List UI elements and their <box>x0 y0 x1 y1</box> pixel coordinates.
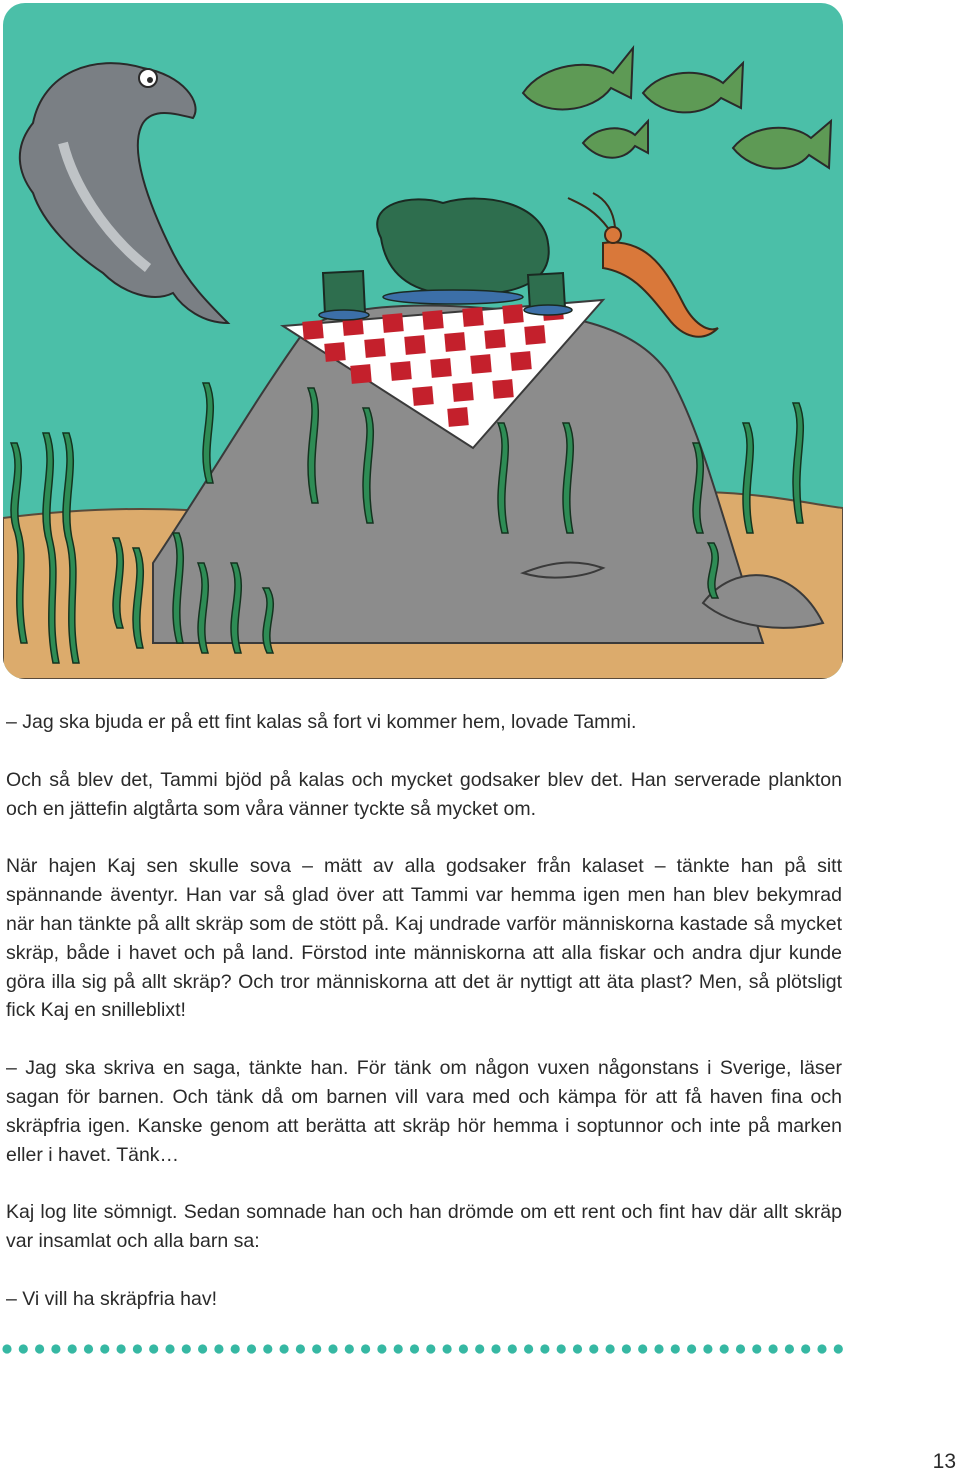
divider-dot <box>19 1344 28 1353</box>
divider-dot <box>834 1344 843 1353</box>
divider-dot <box>377 1344 386 1353</box>
divider-dot <box>736 1344 745 1353</box>
divider-dot <box>491 1344 500 1353</box>
story-paragraph: Och så blev det, Tammi bjöd på kalas och mycket godsaker blev det. Han serverade plankton och en jättefin algtårta som våra vänner tyckte så mycket om. <box>6 768 842 820</box>
dotted-divider <box>2 1342 844 1356</box>
divider-dot <box>557 1344 566 1353</box>
divider-dot <box>752 1344 761 1353</box>
divider-dot <box>687 1344 696 1353</box>
divider-dot <box>475 1344 484 1353</box>
divider-dot <box>198 1344 207 1353</box>
divider-dot <box>84 1344 93 1353</box>
divider-dot <box>524 1344 533 1353</box>
divider-dot <box>231 1344 240 1353</box>
divider-dot <box>247 1344 256 1353</box>
divider-dot <box>410 1344 419 1353</box>
divider-dot <box>589 1344 598 1353</box>
divider-dot <box>459 1344 468 1353</box>
story-text <box>6 708 842 1343</box>
divider-dot <box>68 1344 77 1353</box>
divider-dot <box>817 1344 826 1353</box>
divider-dot <box>801 1344 810 1353</box>
divider-dot <box>328 1344 337 1353</box>
divider-dot <box>361 1344 370 1353</box>
divider-dot <box>573 1344 582 1353</box>
divider-dot <box>703 1344 712 1353</box>
divider-dot <box>606 1344 615 1353</box>
divider-dot <box>296 1344 305 1353</box>
divider-dot <box>133 1344 142 1353</box>
divider-dot <box>540 1344 549 1353</box>
page-number: 13 <box>932 1450 956 1473</box>
divider-dot <box>508 1344 517 1353</box>
divider-dot <box>785 1344 794 1353</box>
story-paragraph: – Jag ska bjuda er på ett fint kalas så fort vi kommer hem, lovade Tammi. <box>6 711 637 733</box>
divider-dot <box>165 1344 174 1353</box>
divider-dot <box>214 1344 223 1353</box>
story-paragraph: – Jag ska skriva en saga, tänkte han. För tänk om någon vuxen någonstans i Sverige, läser sagan för barnen. Och tänk då om barnen vill vara med och kämpa för att få haven fina och skräpfria igen. Kanske genom att berätta att skräp hör hemma i soptunnor och inte på marken eller i havet. Tänk… <box>6 1057 842 1166</box>
divider-dot <box>720 1344 729 1353</box>
story-illustration <box>3 3 843 679</box>
divider-dot <box>638 1344 647 1353</box>
divider-dot <box>654 1344 663 1353</box>
divider-dot <box>312 1344 321 1353</box>
divider-dot <box>769 1344 778 1353</box>
divider-dot <box>671 1344 680 1353</box>
divider-dot <box>35 1344 44 1353</box>
divider-dot <box>263 1344 272 1353</box>
story-paragraph: När hajen Kaj sen skulle sova – mätt av alla godsaker från kalaset – tänkte han på sitt spännande äventyr. Han var så glad över att Tammi var hemma igen men han blev bekymrad när han tänkte på allt skräp som de stött på. Kaj undrade varför människorna kastade så mycket skräp, både i havet och på land. Förstod inte människorna att alla fiskar och andra djur kunde göra illa sig på allt skräp? Och tror människorna att det är nyttigt att äta plast? Men, så plötsligt fick Kaj en snilleblixt! <box>6 855 842 1022</box>
divider-dot <box>182 1344 191 1353</box>
divider-dot <box>2 1344 11 1353</box>
divider-dot <box>51 1344 60 1353</box>
divider-dot <box>443 1344 452 1353</box>
story-paragraph: – Vi vill ha skräpfria hav! <box>6 1287 217 1310</box>
divider-dot <box>426 1344 435 1353</box>
divider-dot <box>622 1344 631 1353</box>
divider-dot <box>280 1344 289 1353</box>
divider-dot <box>117 1344 126 1353</box>
divider-dot <box>394 1344 403 1353</box>
story-paragraph: Kaj log lite sömnigt. Sedan somnade han och han drömde om ett rent och fint hav där allt skräp var insamlat och alla barn sa: <box>6 1201 842 1253</box>
divider-dot <box>100 1344 109 1353</box>
divider-dot <box>345 1344 354 1353</box>
divider-dot <box>149 1344 158 1353</box>
